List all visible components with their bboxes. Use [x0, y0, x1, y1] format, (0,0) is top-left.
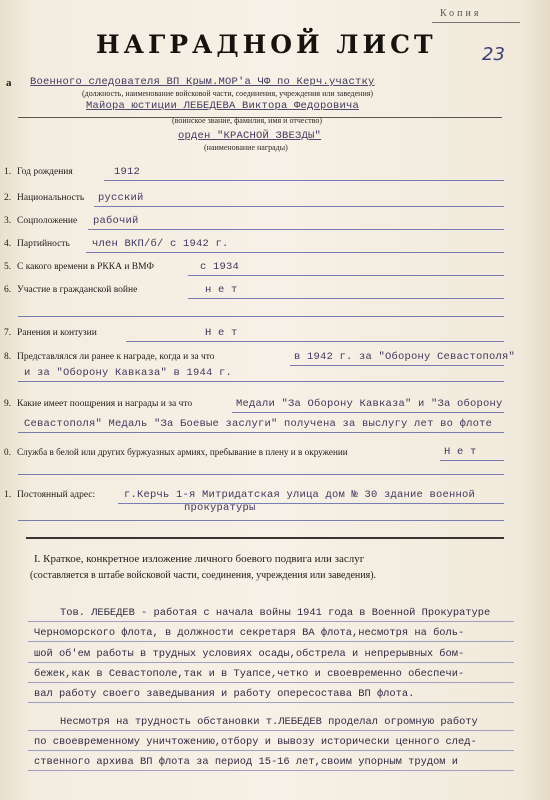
- field-line: [18, 381, 504, 382]
- field-label: Участие в гражданской войне: [17, 285, 138, 295]
- field-number: 6.: [4, 285, 12, 295]
- field-number: 3.: [4, 216, 12, 226]
- prefix-letter: а: [6, 77, 12, 89]
- field-value: Н е т: [205, 327, 238, 339]
- field-line: [18, 432, 504, 433]
- section-heading: I. Краткое, конкретное изложение личного боевого подвига или заслуг: [34, 553, 365, 565]
- paragraph-rule: [28, 702, 514, 703]
- paragraph-rule: [28, 641, 514, 642]
- field-label: Партийность: [17, 239, 70, 249]
- field-label: Соцположение: [17, 216, 78, 226]
- field-line: [290, 365, 504, 366]
- field-value: рабочий: [93, 215, 139, 227]
- paragraph-line: вал работу своего заведывания и работу опересостава ВП флота.: [34, 688, 415, 700]
- field-line: [86, 252, 504, 253]
- field-line: [118, 503, 504, 504]
- paragraph-line: Черноморского флота, в должности секретаря ВА флота,несмотря на боль-: [34, 627, 465, 639]
- field-number: 9.: [4, 399, 12, 409]
- paragraph-line: Тов. ЛЕБЕДЕВ - работая с начала войны 1941 года в Военной Прокуратуре: [60, 607, 491, 619]
- field-line: [188, 298, 504, 299]
- paragraph-rule: [28, 770, 514, 771]
- field-number: 0.: [4, 447, 11, 457]
- copy-stamp: Копия: [440, 8, 482, 19]
- field-line: [94, 206, 504, 207]
- field-value: 1912: [114, 166, 141, 178]
- field-label: Год рождения: [17, 167, 73, 177]
- nominee-award: орден "КРАСНОЙ ЗВЕЗДЫ": [178, 130, 322, 142]
- field-value: русский: [98, 192, 144, 204]
- field-value: Медали "За Оборону Кавказа" и "За оборону: [236, 398, 503, 410]
- field-label: Служба в белой или других буржуазных армиях, пребывание в плену и в окружении: [17, 447, 348, 457]
- field-number: 5.: [4, 262, 12, 272]
- section-subheading: (составляется в штабе войсковой части, соединения, учреждения или заведения).: [30, 570, 377, 581]
- paragraph-line: Несмотря на трудность обстановки т.ЛЕБЕДЕВ проделал огромную работу: [60, 716, 478, 728]
- paragraph-rule: [28, 730, 514, 731]
- field-value: г.Керчь 1-я Митридатская улица дом № 30 здание военной: [124, 489, 476, 501]
- field-line: [440, 460, 504, 461]
- nominee-award-caption: (наименование награды): [204, 143, 288, 152]
- copy-stamp-underline: [432, 22, 520, 23]
- page-title: НАГРАДНОЙ ЛИСТ: [96, 30, 437, 59]
- field-value: н е т: [205, 284, 238, 296]
- paragraph-line: ственного архива ВП флота за период 15-16 лет,своим упорным трудом и: [34, 756, 459, 768]
- field-value-continuation: и за "Оборону Кавказа" в 1944 г.: [24, 367, 233, 379]
- field-label: Постоянный адрес:: [17, 490, 96, 500]
- field-label: С какого времени в РККА и ВМФ: [17, 262, 154, 272]
- paragraph-line: бежек,как в Севастополе,так и в Туапсе,четко и своевременно обеспечи-: [34, 668, 465, 680]
- field-line: [18, 520, 504, 521]
- field-number: 1.: [4, 167, 12, 177]
- nominee-rank-name-caption: (воинское звание, фамилия, имя и отчество): [172, 116, 323, 125]
- page-number: 23: [482, 44, 505, 65]
- paragraph-rule: [28, 682, 514, 683]
- paragraph-rule: [28, 621, 514, 622]
- field-number: 1.: [4, 490, 12, 500]
- field-line: [104, 180, 504, 181]
- field-value: в 1942 г. за "Оборону Севастополя": [294, 351, 516, 363]
- field-number: 2.: [4, 193, 12, 203]
- paragraph-rule: [28, 662, 514, 663]
- field-value: Н е т: [444, 446, 477, 458]
- field-line: [126, 341, 504, 342]
- paragraph-line: по своевременному уничтожению,отбору и вывозу исторически ценного след-: [34, 736, 477, 748]
- field-label: Представлялся ли ранее к награде, когда и за что: [17, 352, 215, 362]
- field-line: [18, 316, 504, 317]
- field-line: [88, 229, 504, 230]
- field-label: Ранения и контузии: [17, 328, 97, 338]
- field-value: член ВКП/б/ с 1942 г.: [92, 238, 229, 250]
- field-line: [18, 474, 504, 475]
- field-label: Какие имеет поощрения и награды и за что: [17, 399, 193, 409]
- field-line: [188, 275, 504, 276]
- paragraph-rule: [28, 750, 514, 751]
- field-number: 8.: [4, 352, 12, 362]
- paragraph-line: шой об'ем работы в трудных условиях осады,обстрела и непрерывных бом-: [34, 648, 465, 660]
- field-line: [232, 412, 504, 413]
- field-label: Национальность: [17, 193, 85, 203]
- field-number: 7.: [4, 328, 12, 338]
- section-divider: [26, 537, 504, 539]
- field-number: 4.: [4, 239, 12, 249]
- field-value-continuation: Севастополя" Медаль "За Боевые заслуги" получена за выслугу лет во флоте: [24, 418, 493, 430]
- nominee-rank-name: Майора юстиции ЛЕБЕДЕВА Виктора Федоровича: [86, 100, 360, 112]
- nominee-position-caption: (должность, наименование войсковой части, соединения, учреждения или заведения): [82, 89, 374, 98]
- field-value: с 1934: [200, 261, 240, 273]
- nominee-position: Военного следователя ВП Крым.МОР'а ЧФ по Керч.участку: [30, 76, 375, 88]
- field-value-continuation: прокуратуры: [184, 502, 256, 514]
